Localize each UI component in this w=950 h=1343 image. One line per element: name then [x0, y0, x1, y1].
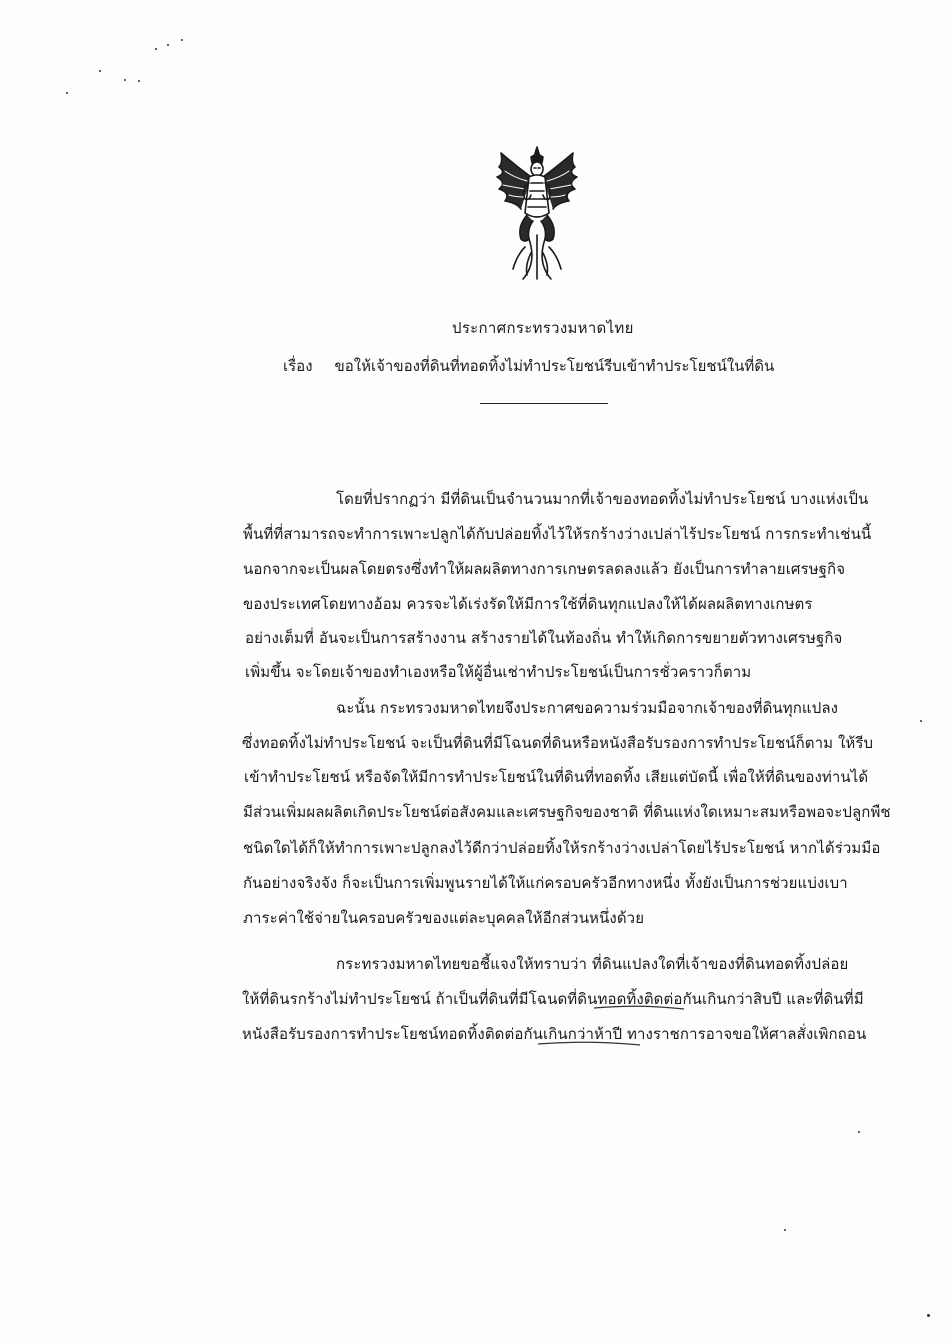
- scan-speck: [66, 92, 68, 94]
- paragraph-line: โดยที่ปรากฏว่า มีที่ดินเป็นจำนวนมากที่เจ้าของทอดทิ้งไม่ทำประโยชน์ บางแห่งเป็น: [336, 490, 869, 508]
- paragraph-line: นอกจากจะเป็นผลโดยตรงซึ่งทำให้ผลผลิตทางการเกษตรลดลงแล้ว ยังเป็นการทำลายเศรษฐกิจ: [243, 560, 846, 578]
- paragraph-line: ของประเทศโดยทางอ้อม ควรจะได้เร่งรัดให้มีการใช้ที่ดินทุกแปลงให้ได้ผลผลิตทางเกษตร: [243, 595, 813, 613]
- scan-speck: [858, 1131, 860, 1133]
- scan-speck: [920, 720, 922, 722]
- garuda-emblem-icon: [487, 143, 587, 283]
- subject-text: ขอให้เจ้าของที่ดินที่ทอดทิ้งไม่ทำประโยชน์รีบเข้าทำประโยชน์ในที่ดิน: [334, 357, 775, 375]
- paragraph-line: ชนิดใดได้ก็ให้ทำการเพาะปลูกลงไว้ดีกว่าปล่อยทิ้งให้รกร้างว่างเปล่าโดยไร้ประโยชน์ หากได้ร่วมมือ: [243, 839, 881, 857]
- subject-line: [283, 354, 774, 378]
- paragraph-line: เข้าทำประโยชน์ หรือจัดให้มีการทำประโยชน์ในที่ดินที่ทอดทิ้ง เสียแต่บัดนี้ เพื่อให้ที่ดินของท่านได้: [244, 768, 869, 786]
- scan-speck: [927, 1314, 930, 1317]
- paragraph-line: กันอย่างจริงจัง ก็จะเป็นการเพิ่มพูนรายได้ให้แก่ครอบครัวอีกทางหนึ่ง ทั้งยังเป็นการช่วยแบ่งเบา: [243, 874, 848, 892]
- paragraph-line: อย่างเต็มที่ อันจะเป็นการสร้างงาน สร้างรายได้ในท้องถิ่น ทำให้เกิดการขยายตัวทางเศรษฐกิจ: [245, 629, 843, 647]
- paragraph-line: ภาระค่าใช้จ่ายในครอบครัวของแต่ละบุคคลให้อีกส่วนหนึ่งด้วย: [243, 909, 645, 927]
- paragraph-line: กระทรวงมหาดไทยขอชี้แจงให้ทราบว่า ที่ดินแปลงใดที่เจ้าของที่ดินทอดทิ้งปล่อย: [336, 955, 849, 973]
- paragraph-line: ฉะนั้น กระทรวงมหาดไทยจึงประกาศขอความร่วมมือจากเจ้าของที่ดินทุกแปลง: [336, 699, 839, 717]
- paragraph-line: ให้ที่ดินรกร้างไม่ทำประโยชน์ ถ้าเป็นที่ดินที่มีโฉนดที่ดินทอดทิ้งติดต่อกันเกินกว่าสิบปี และที่ดินที่มี: [242, 990, 864, 1008]
- scan-speck: [155, 48, 157, 50]
- scan-speck: [99, 70, 101, 72]
- paragraph-line: พื้นที่ที่สามารถจะทำการเพาะปลูกได้กับปล่อยทิ้งไว้ให้รกร้างว่างเปล่าไร้ประโยชน์ การกระทำเช่นนี้: [243, 525, 872, 543]
- title-divider: [480, 403, 608, 404]
- subject-label: เรื่อง: [283, 357, 313, 375]
- paragraph-line: ซึ่งทอดทิ้งไม่ทำประโยชน์ จะเป็นที่ดินที่มีโฉนดที่ดินหรือหนังสือรับรองการทำประโยชน์ก็ตาม ให้รีบ: [242, 734, 874, 752]
- scan-speck: [138, 80, 140, 82]
- paragraph-line: เพิ่มขึ้น จะโดยเจ้าของทำเองหรือให้ผู้อื่นเช่าทำประโยชน์เป็นการชั่วคราวก็ตาม: [245, 663, 752, 681]
- scan-speck: [181, 39, 183, 41]
- scan-speck: [167, 44, 169, 46]
- scan-speck: [784, 1229, 786, 1231]
- paragraph-line: หนังสือรับรองการทำประโยชน์ทอดทิ้งติดต่อกันเกินกว่าห้าปี ทางราชการอาจขอให้ศาลสั่งเพิกถอน: [242, 1025, 867, 1043]
- paragraph-line: มีส่วนเพิ่มผลผลิตเกิดประโยชน์ต่อสังคมและเศรษฐกิจของชาติ ที่ดินแห่งใดเหมาะสมหรือพอจะปลูกพืช: [243, 803, 891, 821]
- scan-speck: [124, 79, 126, 81]
- document-title: ประกาศกระทรวงมหาดไทย: [452, 319, 634, 337]
